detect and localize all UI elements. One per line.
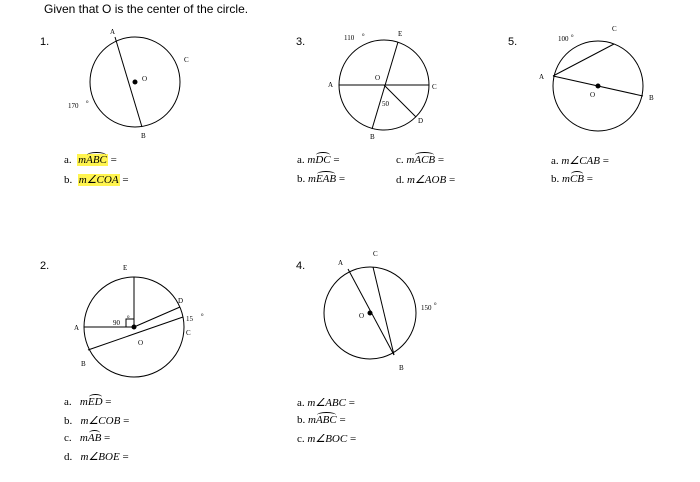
p5-label-b: B bbox=[649, 94, 654, 102]
p1-angle-label: 170 bbox=[68, 102, 79, 110]
p2-angle2-label: 15 bbox=[186, 315, 193, 323]
p2-angle1-label: 90 bbox=[113, 319, 120, 327]
p3-question-b: b. mEAB = bbox=[297, 173, 346, 185]
center-dot-4 bbox=[368, 311, 372, 315]
diagram-2 bbox=[84, 277, 184, 377]
p5-question-b: b. mCB = bbox=[551, 173, 593, 185]
p4-degree: o bbox=[434, 302, 437, 307]
p4-label-o: O bbox=[359, 312, 365, 320]
p4-question-b: b. mABC = bbox=[297, 414, 346, 426]
p1-label-a: A bbox=[110, 28, 116, 36]
p1-label-o: O bbox=[142, 75, 148, 83]
p2-label-d: D bbox=[178, 297, 184, 305]
diagram-5 bbox=[553, 41, 643, 131]
center-dot-1 bbox=[133, 80, 137, 84]
problem-1-number: 1. bbox=[40, 36, 50, 48]
p3-question-c: c. mACB = bbox=[396, 154, 445, 166]
diagram-4 bbox=[324, 267, 416, 359]
p5-degree: o bbox=[571, 34, 574, 39]
p2-label-c: C bbox=[186, 329, 191, 337]
p2-label-a: A bbox=[74, 324, 80, 332]
p3-label-d: D bbox=[418, 117, 424, 125]
p4-question-c: c. m∠BOC = bbox=[297, 433, 357, 445]
diagram-3 bbox=[339, 40, 429, 130]
p3-degree-1: o bbox=[362, 33, 365, 38]
p3-angle2-label: 50 bbox=[382, 100, 389, 108]
p3-label-b: B bbox=[370, 133, 375, 141]
chord-ac bbox=[553, 44, 614, 76]
p5-question-a: a. m∠CAB = bbox=[551, 155, 609, 167]
p2-question-b: b. m∠COB = bbox=[64, 415, 130, 427]
p1-question-b: b. m∠COA = bbox=[64, 174, 129, 186]
p1-label-c: C bbox=[184, 56, 189, 64]
diameter-bc bbox=[88, 317, 183, 350]
p2-label-e: E bbox=[123, 264, 128, 272]
p2-label-b: B bbox=[81, 360, 86, 368]
worksheet-title: Given that O is the center of the circle. bbox=[44, 2, 249, 16]
p1-question-b-highlight: m∠COA bbox=[78, 174, 119, 186]
p2-question-d: d. m∠BOE = bbox=[64, 451, 129, 463]
p1-label-b: B bbox=[141, 132, 146, 140]
p3-question-d: d. m∠AOB = bbox=[396, 174, 456, 186]
p2-question-a: a. mED = bbox=[64, 396, 112, 408]
p2-degree-1: o bbox=[127, 315, 130, 320]
p3-label-o: O bbox=[375, 74, 381, 82]
p3-question-a: a. mDC = bbox=[297, 154, 340, 166]
p5-label-c: C bbox=[612, 25, 617, 33]
p4-label-c: C bbox=[373, 250, 378, 258]
p4-angle-label: 150 bbox=[421, 304, 432, 312]
p2-degree-2: o bbox=[201, 313, 204, 318]
problem-5-number: 5. bbox=[508, 36, 518, 48]
problem-4-number: 4. bbox=[296, 260, 306, 272]
p1-question-a-highlight: mABC bbox=[78, 154, 107, 166]
problem-3-number: 3. bbox=[296, 36, 306, 48]
p5-angle-label: 100 bbox=[558, 35, 569, 43]
p3-label-e: E bbox=[398, 30, 403, 38]
p3-angle1-label: 110 bbox=[344, 34, 355, 42]
p4-label-b: B bbox=[399, 364, 404, 372]
problem-2-number: 2. bbox=[40, 260, 50, 272]
p2-label-o: O bbox=[138, 339, 144, 347]
center-dot-5 bbox=[596, 84, 600, 88]
p4-label-a: A bbox=[338, 259, 344, 267]
p1-question-a: a. mABC = bbox=[64, 154, 117, 166]
p3-label-a: A bbox=[328, 81, 334, 89]
p5-label-o: O bbox=[590, 91, 596, 99]
chord-1 bbox=[115, 37, 142, 127]
p2-question-c: c. mAB = bbox=[64, 432, 111, 444]
chord-cb bbox=[373, 267, 394, 355]
diagram-1 bbox=[90, 37, 180, 127]
p5-label-a: A bbox=[539, 73, 545, 81]
center-dot-2 bbox=[132, 325, 136, 329]
radius-od bbox=[134, 307, 180, 327]
p4-question-a: a. m∠ABC = bbox=[297, 397, 355, 409]
p1-degree: o bbox=[86, 100, 89, 105]
p3-label-c: C bbox=[432, 83, 437, 91]
